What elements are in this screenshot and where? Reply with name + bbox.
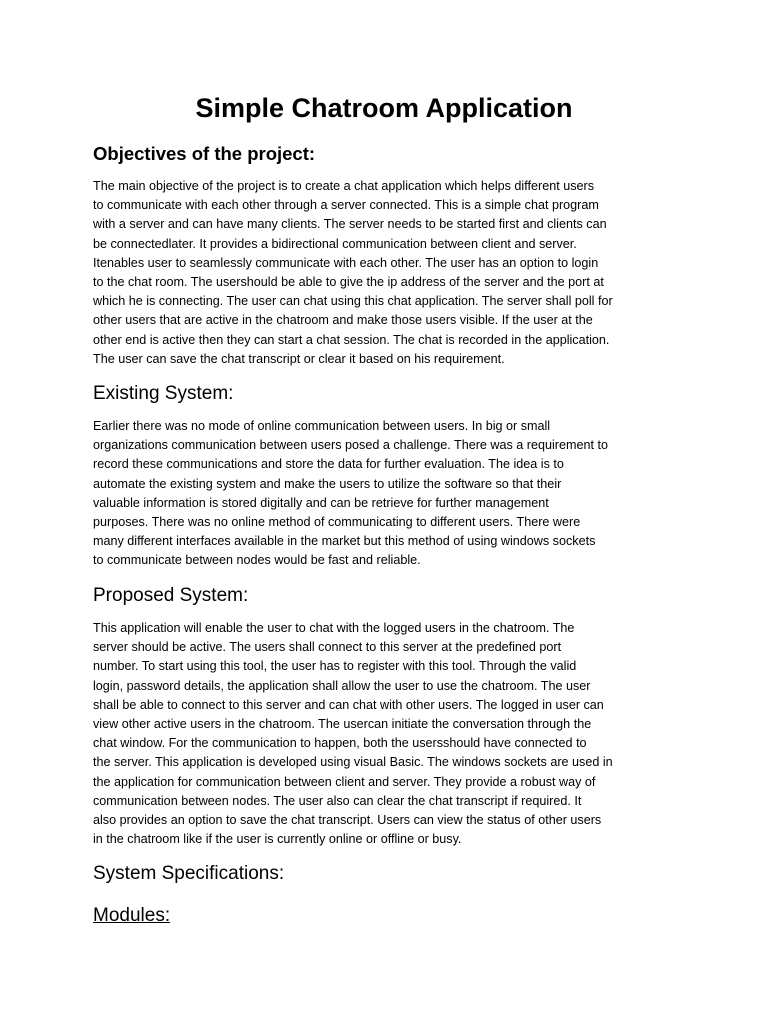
paragraph-line: This application will enable the user to chat with the logged users in the chatroom. The xyxy=(93,621,575,635)
paragraph-line: automate the existing system and make the users to utilize the software so that their xyxy=(93,476,562,491)
paragraph-line: shall be able to connect to this server and can chat with other users. The logged in user can xyxy=(93,697,604,712)
paragraph-line: communication between nodes. The user also can clear the chat transcript if required. It xyxy=(93,793,582,808)
paragraph-line: the application for communication between client and server. They provide a robust way of xyxy=(93,774,596,789)
paragraph-line: valuable information is stored digitally and can be retrieve for further management xyxy=(93,495,549,510)
paragraph-line: view other active users in the chatroom. The usercan initiate the conversation through the xyxy=(93,716,592,731)
paragraph-line: organizations communication between users posed a challenge. There was a requirement to xyxy=(93,438,609,453)
paragraph-line: other users that are active in the chatroom and make those users visible. If the user at the xyxy=(93,313,593,328)
paragraph-line: with a server and can have many clients. The server needs to be started first and clients can xyxy=(93,217,607,232)
paragraph-line: Earlier there was no mode of online communication between users. In big or small xyxy=(93,419,551,433)
paragraph-line: many different interfaces available in the market but this method of using windows sockets xyxy=(93,534,596,549)
paragraph-line: The main objective of the project is to create a chat application which helps different users xyxy=(93,179,594,193)
paragraph-line: other end is active then they can start a chat session. The chat is recorded in the application. xyxy=(93,332,610,347)
paragraph-line: login, password details, the application shall allow the user to use the chatroom. The user xyxy=(93,678,591,693)
paragraph-line: The user can save the chat transcript or clear it based on his requirement. xyxy=(93,351,505,366)
paragraph-line: the server. This application is developed using visual Basic. The windows sockets are used in xyxy=(93,755,613,770)
paragraph-line: be connectedlater. It provides a bidirectional communication between client and server. xyxy=(93,236,577,251)
existing-system-heading: Existing System: xyxy=(93,383,234,404)
paragraph-line: to communicate between nodes would be fast and reliable. xyxy=(93,553,421,568)
paragraph-line: which he is connecting. The user can chat using this chat application. The server shall poll for xyxy=(93,294,613,309)
document-title: Simple Chatroom Application xyxy=(195,93,573,123)
paragraph-line: Itenables user to seamlessly communicate with each other. The user has an option to login xyxy=(93,255,599,270)
proposed-system-heading: Proposed System: xyxy=(93,585,249,606)
paragraph-line: to communicate with each other through a server connected. This is a simple chat program xyxy=(93,198,599,213)
proposed-system-paragraph xyxy=(93,619,679,849)
paragraph-line: chat window. For the communication to happen, both the usersshould have connected to xyxy=(93,736,587,751)
paragraph-line: number. To start using this tool, the user has to register with this tool. Through the valid xyxy=(93,659,577,674)
objectives-paragraph xyxy=(93,177,679,369)
paragraph-line: also provides an option to save the chat transcript. Users can view the status of other users xyxy=(93,812,602,827)
paragraph-line: record these communications and store the data for further evaluation. The idea is to xyxy=(93,457,564,472)
paragraph-line: purposes. There was no online method of communicating to different users. There were xyxy=(93,514,581,529)
existing-system-paragraph xyxy=(93,417,679,571)
paragraph-line: in the chatroom like if the user is currently online or offline or busy. xyxy=(93,832,462,847)
objectives-heading: Objectives of the project: xyxy=(93,143,316,164)
paragraph-line: to the chat room. The usershould be able to give the ip address of the server and the port at xyxy=(93,274,604,289)
system-specifications-heading: System Specifications: xyxy=(93,863,285,884)
paragraph-line: server should be active. The users shall connect to this server at the predefined port xyxy=(93,640,562,655)
modules-heading: Modules: xyxy=(93,905,171,926)
